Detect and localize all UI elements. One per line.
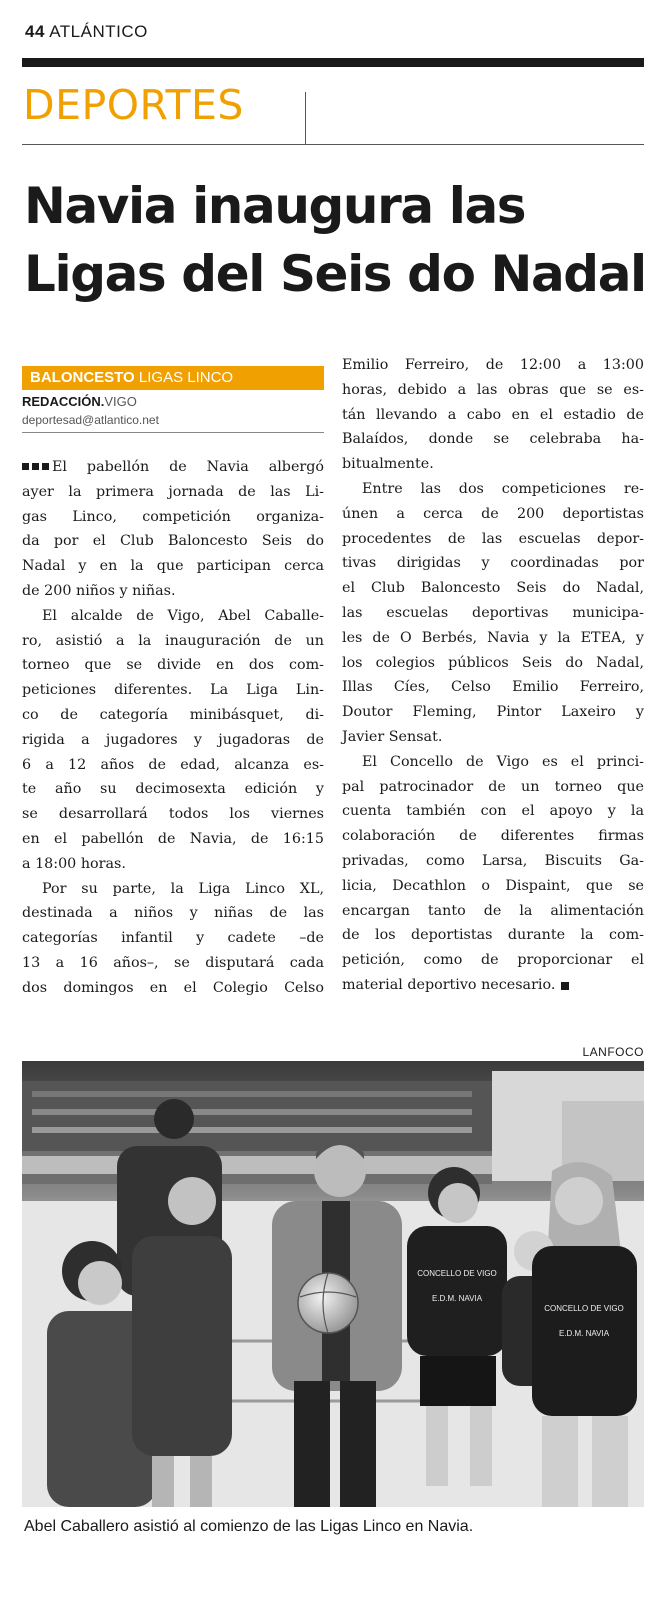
body-line <box>22 852 324 877</box>
body-paragraph <box>22 604 324 877</box>
body-line-text: pal patrocinador de un torneo que <box>342 778 644 795</box>
body-line <box>22 604 324 629</box>
body-line <box>342 824 644 849</box>
body-line-text: tán llevando a cabo en el estadio de <box>342 406 644 423</box>
body-line-text: tivas dirigidas y coordinadas por <box>342 555 644 572</box>
body-line <box>342 427 644 452</box>
body-line <box>22 579 324 604</box>
body-line <box>22 653 324 678</box>
jersey-text: E.D.M. NAVIA <box>431 1294 483 1303</box>
body-line <box>342 799 644 824</box>
body-line-text: Javier Sensat. <box>342 728 443 745</box>
body-line-text: El pabellón de Navia albergó <box>52 459 324 475</box>
top-rule <box>22 58 644 67</box>
lead-bullets <box>22 463 49 470</box>
body-line-text: 6 a 12 años de edad, alcanza es- <box>22 756 324 773</box>
body-line-text: se desarrollará todos los viernes <box>22 806 324 823</box>
page-header <box>25 22 148 42</box>
body-line <box>22 827 324 852</box>
body-line-text: Doutor Fleming, Pintor Laxeiro y <box>342 704 644 721</box>
body-line <box>342 899 644 924</box>
body-line-text: encargan tanto de la alimentación <box>342 902 644 919</box>
body-line <box>22 901 324 926</box>
body-line-text: el Club Baloncesto Seis do Nadal, <box>342 580 644 597</box>
publication-name: ATLÁNTICO <box>49 22 148 41</box>
body-line <box>22 802 324 827</box>
body-line <box>22 678 324 703</box>
headline-line: Ligas del Seis do Nadal <box>24 245 646 303</box>
body-line <box>342 626 644 651</box>
body-paragraph <box>22 877 324 1001</box>
body-line <box>342 750 644 775</box>
body-line <box>342 948 644 973</box>
jersey-text: CONCELLO DE VIGO <box>417 1269 497 1278</box>
body-line <box>342 576 644 601</box>
kicker-bar <box>22 366 324 390</box>
byline <box>22 394 137 409</box>
body-line-text: privadas, como Larsa, Biscuits Ga- <box>342 852 644 869</box>
byline-email[interactable]: deportesad@atlantico.net <box>22 413 159 427</box>
body-line-text: destinada a niños y niñas de las <box>22 905 324 922</box>
headline-line: Navia inaugura las <box>24 177 526 235</box>
body-line <box>22 777 324 802</box>
body-line <box>342 651 644 676</box>
byline-location: VIGO <box>104 394 137 409</box>
body-line <box>342 502 644 527</box>
body-line <box>342 675 644 700</box>
body-line-text: Illas Cíes, Celso Emilio Ferreiro, <box>342 679 644 696</box>
body-line-text: únen a cerca de 200 deportistas <box>342 505 644 522</box>
headline <box>24 172 644 308</box>
basketball <box>298 1273 358 1333</box>
body-line-text: categorías infantil y cadete –de <box>22 930 324 947</box>
body-line <box>22 703 324 728</box>
body-line <box>342 403 644 428</box>
photo-credit: LANFOCO <box>582 1045 644 1059</box>
body-line-text: ro, asistió a la inauguración de un <box>22 632 324 649</box>
body-paragraph <box>22 455 324 604</box>
section-rule <box>22 144 644 145</box>
photo-caption: Abel Caballero asistió al comienzo de las Ligas Linco en Navia. <box>24 1518 474 1535</box>
kicker-topic: LIGAS LINCO <box>138 369 234 386</box>
section-title: DEPORTES <box>23 81 244 129</box>
body-paragraph <box>342 477 644 750</box>
body-line-text: de 200 niños y niñas. <box>22 582 176 599</box>
body-line-text: gas Linco, competición organiza- <box>22 508 324 525</box>
body-line <box>342 601 644 626</box>
page-number: 44 <box>25 22 45 41</box>
jersey-text: CONCELLO DE VIGO <box>544 1304 624 1313</box>
section-divider <box>305 92 306 144</box>
body-line-text: los colegios públicos Seis do Nadal, <box>342 654 644 671</box>
body-line-text: ayer la primera jornada de las Li- <box>22 483 324 500</box>
body-line <box>342 551 644 576</box>
body-line <box>342 477 644 502</box>
body-line <box>22 951 324 976</box>
body-line-text: co de categoría minibásquet, di- <box>22 706 324 723</box>
body-line-text: en el pabellón de Navia, de 16:15 <box>22 830 324 847</box>
body-line <box>342 725 644 750</box>
body-line <box>342 452 644 477</box>
body-line <box>22 554 324 579</box>
article-photo <box>22 1061 644 1507</box>
body-line-text: a 18:00 horas. <box>22 855 126 872</box>
body-line <box>22 877 324 902</box>
body-column-right <box>342 353 644 998</box>
body-line <box>22 728 324 753</box>
byline-author: REDACCIÓN. <box>22 394 105 409</box>
body-line <box>342 527 644 552</box>
body-line-text: torneo que se divide en dos com- <box>22 657 324 674</box>
body-line <box>22 629 324 654</box>
body-paragraph <box>342 750 644 998</box>
body-line-text: colaboración de diferentes firmas <box>342 828 644 845</box>
body-line <box>342 775 644 800</box>
body-line <box>22 480 324 505</box>
jersey-text: E.D.M. NAVIA <box>558 1329 610 1338</box>
kicker-category: BALONCESTO <box>30 369 135 386</box>
photo-illustration <box>22 1061 644 1507</box>
body-line <box>22 529 324 554</box>
body-line-text: Emilio Ferreiro, de 12:00 a 13:00 <box>342 357 644 373</box>
body-line-text: material deportivo necesario. <box>342 976 556 993</box>
body-line-text: licia, Decathlon o Dispaint, que se <box>342 877 644 894</box>
body-line <box>22 926 324 951</box>
body-line-text: 13 a 16 años–, se disputará cada <box>22 954 324 971</box>
body-line-text: te año su decimosexta edición y <box>22 781 324 798</box>
body-line-text: rigida a jugadores y jugadoras de <box>22 731 324 748</box>
body-line-text: les de O Berbés, Navia y la ETEA, y <box>342 629 644 646</box>
body-line-text: peticiones diferentes. La Liga Lin- <box>22 682 324 699</box>
body-line <box>342 849 644 874</box>
body-line <box>22 455 324 480</box>
body-line <box>22 505 324 530</box>
body-line-text: cuenta también con el apoyo y la <box>342 803 644 820</box>
body-line-text: El alcalde de Vigo, Abel Caballe- <box>42 607 324 624</box>
body-line <box>342 973 644 998</box>
body-column-left <box>22 455 324 1001</box>
body-line-text: Nadal y en la que participan cerca <box>22 558 324 575</box>
body-line-text: El Concello de Vigo es el princi- <box>362 753 644 770</box>
byline-rule <box>22 432 324 433</box>
body-line <box>342 700 644 725</box>
body-line <box>22 976 324 1001</box>
body-line <box>342 353 644 378</box>
body-paragraph <box>342 353 644 477</box>
body-line-text: procedentes de las escuelas depor- <box>342 530 644 547</box>
body-line <box>22 753 324 778</box>
body-line-text: Entre las dos competiciones re- <box>362 480 644 497</box>
body-line <box>342 923 644 948</box>
body-line-text: da por el Club Baloncesto Seis do <box>22 533 324 550</box>
body-line-text: dos domingos en el Colegio Celso <box>22 979 324 996</box>
end-mark <box>561 982 569 990</box>
body-line-text: petición, como de proporcionar el <box>342 952 644 969</box>
body-line <box>342 874 644 899</box>
body-line-text: de los deportistas durante la com- <box>342 927 644 944</box>
body-line-text: horas, debido a las obras que se es- <box>342 381 644 398</box>
body-line-text: Por su parte, la Liga Linco XL, <box>42 880 324 897</box>
body-line-text: las escuelas deportivas municipa- <box>342 604 644 621</box>
body-line-text: bitualmente. <box>342 456 434 473</box>
body-line-text: Balaídos, donde se celebraba ha- <box>342 431 644 448</box>
body-line <box>342 378 644 403</box>
